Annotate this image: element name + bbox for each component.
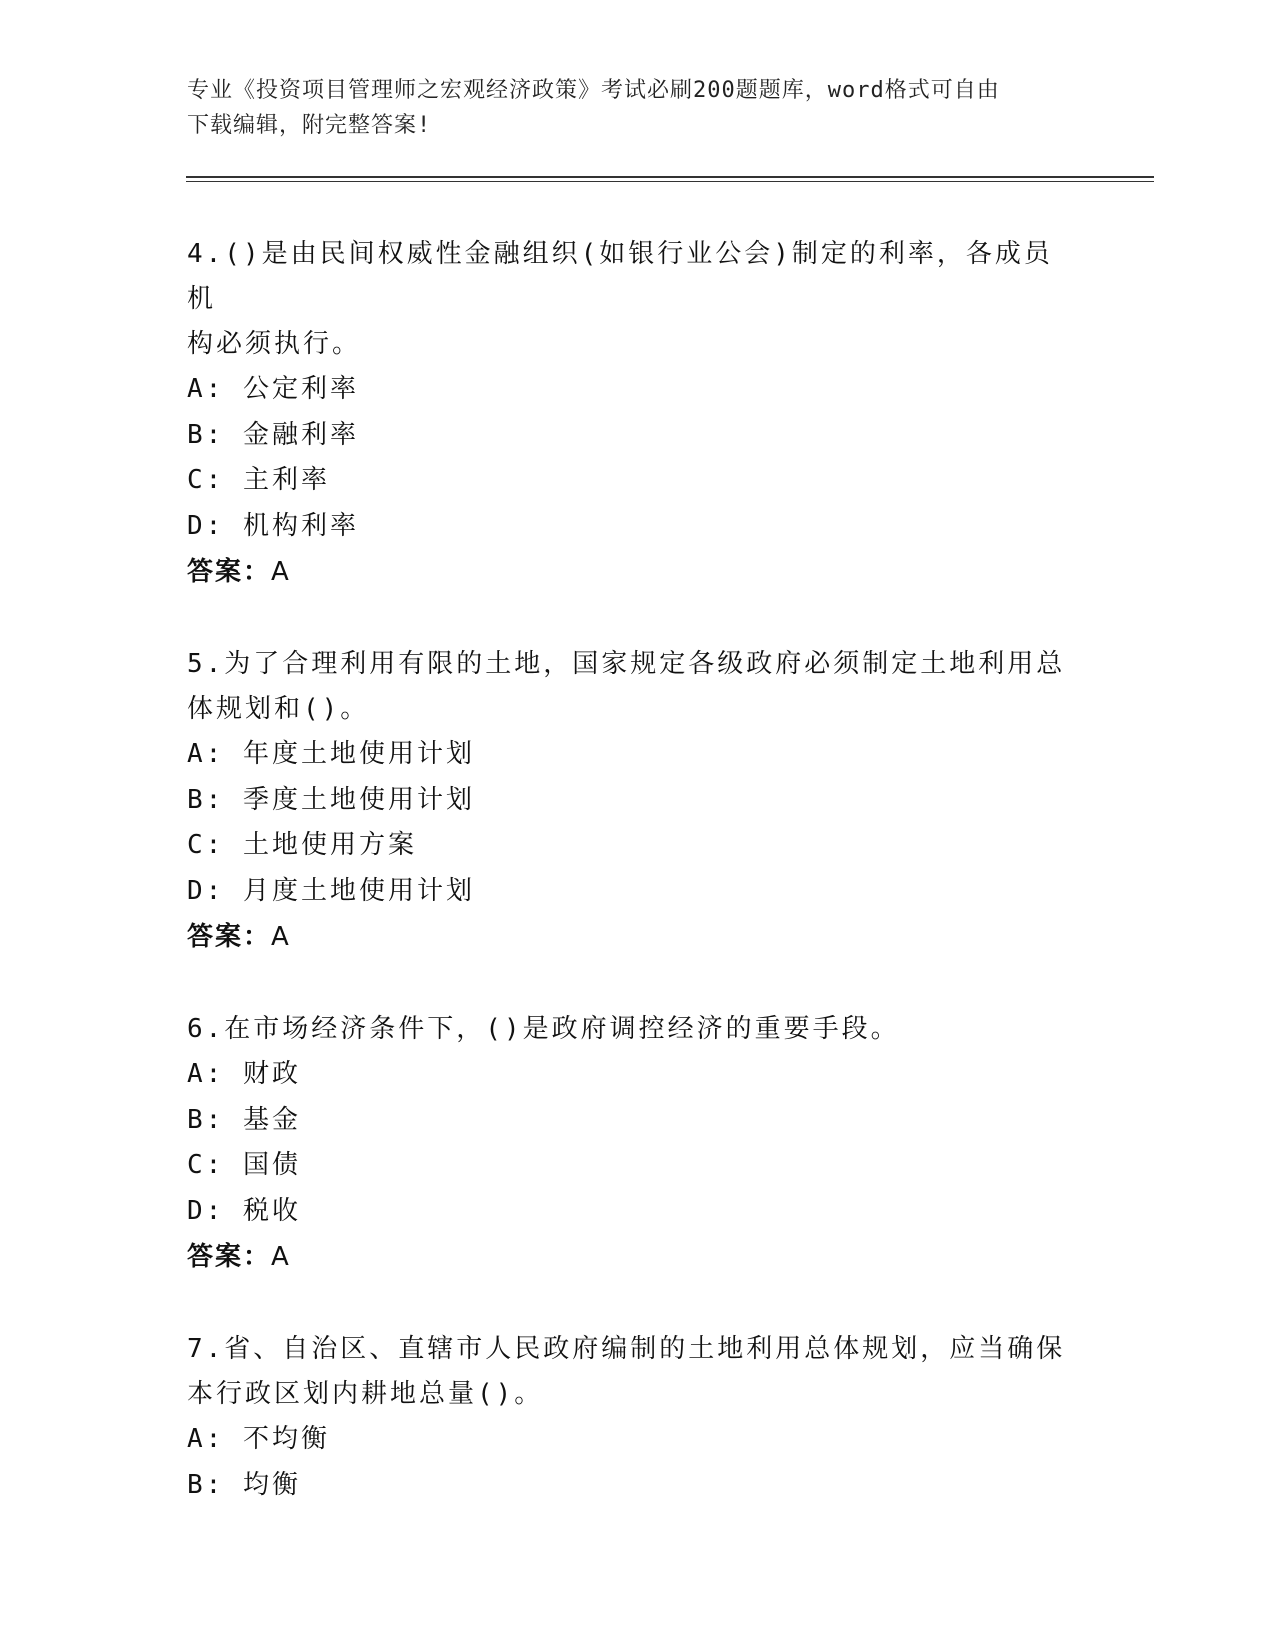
- question-stem-line: 体规划和()。: [187, 694, 370, 724]
- option-b: B: 金融利率: [187, 419, 359, 450]
- option-d: D: 月度土地使用计划: [187, 875, 475, 906]
- answer-label: 答案：: [187, 922, 272, 952]
- question-stem-line: 构必须执行。: [187, 329, 362, 359]
- answer-line: [187, 549, 1067, 595]
- option-d: D: 税收: [187, 1195, 301, 1226]
- answer-value: A: [271, 557, 290, 587]
- question-4: [187, 232, 1067, 595]
- question-stem-line: 6.在市场经济条件下，()是政府调控经济的重要手段。: [187, 1014, 900, 1044]
- document-header: [187, 73, 1067, 143]
- option-a: A: 不均衡: [187, 1424, 330, 1454]
- question-stem-line: 本行政区划内耕地总量()。: [187, 1379, 544, 1409]
- option-c: C: 土地使用方案: [187, 830, 417, 860]
- option-d: D: 机构利率: [187, 510, 359, 541]
- answer-value: A: [271, 922, 290, 952]
- question-stem-line: 5.为了合理利用有限的土地，国家规定各级政府必须制定土地利用总: [187, 649, 1066, 679]
- option-c: C: 主利率: [187, 465, 330, 495]
- option-b: B: 均衡: [187, 1469, 301, 1500]
- answer-value: A: [271, 1242, 290, 1272]
- answer-line: [187, 1234, 1067, 1280]
- answer-line: [187, 914, 1067, 960]
- answer-label: 答案：: [187, 557, 272, 587]
- question-stem-line: 4.()是由民间权威性金融组织(如银行业公会)制定的利率，各成员机: [187, 239, 1053, 314]
- answer-label: 答案：: [187, 1242, 272, 1272]
- header-line-1: 专业《投资项目管理师之宏观经济政策》考试必刷200题题库，word格式可自由: [187, 78, 1000, 103]
- question-5: [187, 642, 1067, 960]
- question-stem-line: 7.省、自治区、直辖市人民政府编制的土地利用总体规划，应当确保: [187, 1334, 1066, 1364]
- header-rule-thin: [186, 181, 1154, 182]
- option-a: A: 财政: [187, 1059, 301, 1089]
- option-b: B: 基金: [187, 1104, 301, 1135]
- option-a: A: 公定利率: [187, 374, 359, 404]
- question-7: [187, 1327, 1067, 1508]
- question-list: [187, 232, 1067, 1555]
- header-rule-thick: [186, 176, 1154, 178]
- option-c: C: 国债: [187, 1150, 301, 1180]
- option-b: B: 季度土地使用计划: [187, 784, 475, 815]
- option-a: A: 年度土地使用计划: [187, 739, 475, 769]
- question-6: [187, 1007, 1067, 1280]
- header-line-2: 下载编辑，附完整答案!: [187, 113, 432, 138]
